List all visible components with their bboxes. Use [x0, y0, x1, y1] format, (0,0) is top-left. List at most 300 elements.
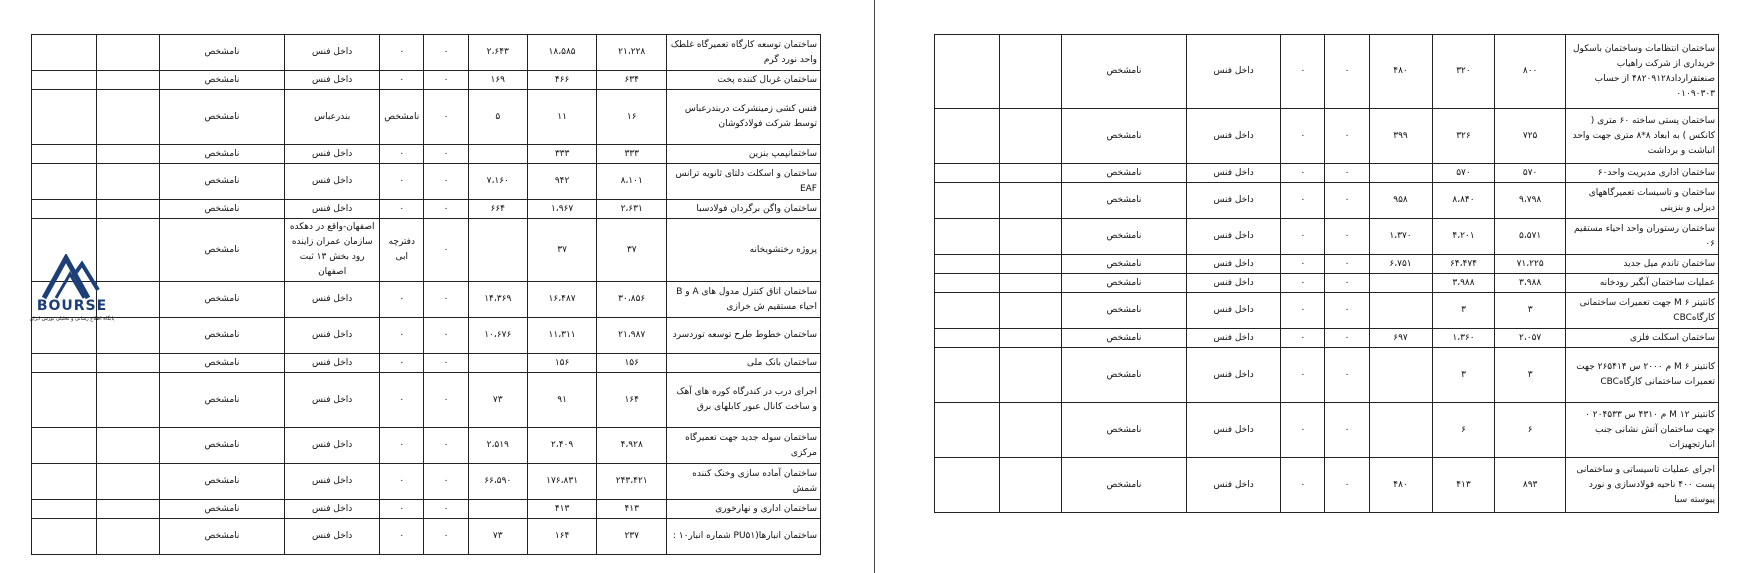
table-cell: ۹۱: [527, 373, 597, 428]
table-cell: ۰: [1325, 219, 1369, 255]
table-cell: [97, 35, 159, 71]
table-cell: ۰: [1325, 293, 1369, 329]
table-cell: ۲۳۷: [597, 519, 667, 555]
table-cell: ۷۳: [468, 373, 527, 428]
table-cell: [1000, 348, 1062, 403]
table-cell: ۱۶: [597, 90, 667, 145]
table-cell: داخل فنس: [1186, 183, 1280, 219]
table-cell: ۱۶۹: [468, 71, 527, 90]
table-cell: نامشخص: [159, 464, 285, 500]
table-cell: نامشخص: [1062, 403, 1187, 458]
table-row: [32, 90, 821, 145]
table-cell: ۵: [468, 90, 527, 145]
table-cell: [1369, 403, 1432, 458]
table-cell: ۰: [380, 500, 424, 519]
table-cell: نامشخص: [159, 90, 285, 145]
table-cell: [32, 464, 97, 500]
table-cell: ۸،۸۴۰: [1432, 183, 1495, 219]
asset-description-cell: ساختمان اداری و نهارخوری: [667, 500, 821, 519]
table-cell: ۱۶۴: [527, 519, 597, 555]
table-cell: داخل فنس: [1186, 293, 1280, 329]
table-cell: [97, 500, 159, 519]
table-cell: داخل فنس: [285, 373, 380, 428]
table-cell: ۰: [380, 200, 424, 219]
table-cell: نامشخص: [1062, 274, 1187, 293]
table-cell: نامشخص: [159, 200, 285, 219]
table-cell: [1000, 329, 1062, 348]
table-cell: [935, 329, 1000, 348]
table-cell: ۳: [1495, 293, 1565, 329]
table-cell: داخل فنس: [285, 282, 380, 318]
table-cell: ۳۲۰: [1432, 35, 1495, 109]
asset-description-cell: ساختمان اتاق کنترل مدول های A و B احیاء مستقیم ش خرازی: [667, 282, 821, 318]
asset-description-cell: ساختمان بانک ملی: [667, 354, 821, 373]
table-cell: ۰: [1281, 35, 1325, 109]
table-cell: ۱۶،۴۸۷: [527, 282, 597, 318]
table-row: [935, 164, 1719, 183]
table-cell: [1000, 183, 1062, 219]
table-cell: ۰: [380, 71, 424, 90]
table-cell: داخل فنس: [285, 200, 380, 219]
asset-description-cell: ساختمان پستی ساخته ۶۰ متری ( کانکس ) به ابعاد ۸*۸ متری جهت واحد انباشت و برداشت: [1565, 109, 1718, 164]
table-row: [32, 282, 821, 318]
table-cell: ۳۰،۸۵۶: [597, 282, 667, 318]
table-cell: داخل فنس: [1186, 458, 1280, 513]
table-cell: ۰: [1325, 164, 1369, 183]
table-cell: [97, 354, 159, 373]
table-cell: ۷،۱۶۰: [468, 164, 527, 200]
table-cell: ۸،۱۰۱: [597, 164, 667, 200]
table-cell: داخل فنس: [285, 164, 380, 200]
table-cell: ۴۱۳: [1432, 458, 1495, 513]
table-cell: ۴۸۰: [1369, 458, 1432, 513]
table-cell: [935, 183, 1000, 219]
table-cell: ۶۳۴: [597, 71, 667, 90]
table-cell: ۴،۲۰۱: [1432, 219, 1495, 255]
table-row: [32, 464, 821, 500]
table-row: [935, 183, 1719, 219]
table-cell: ۳۳۳: [597, 145, 667, 164]
asset-description-cell: ساختمان خطوط طرح توسعه توردسرد: [667, 318, 821, 354]
table-cell: ۰: [1281, 403, 1325, 458]
table-cell: ۱۵۶: [527, 354, 597, 373]
table-cell: [97, 164, 159, 200]
table-row: [32, 519, 821, 555]
asset-description-cell: اجرای عملیات تاسیساتی و ساختمانی پست ۴۰۰ ناحیه فولادسازی و نورد پیوسته سبا: [1565, 458, 1718, 513]
table-cell: ۰: [1325, 348, 1369, 403]
table-cell: ۶: [1495, 403, 1565, 458]
table-cell: ۱۷۶،۸۳۱: [527, 464, 597, 500]
table-cell: ۰: [1281, 183, 1325, 219]
table-cell: نامشخص: [1062, 219, 1187, 255]
table-cell: ۰: [380, 373, 424, 428]
table-cell: ۱۱: [527, 90, 597, 145]
table-cell: [32, 519, 97, 555]
table-cell: ۰: [424, 145, 468, 164]
table-row: [32, 164, 821, 200]
table-cell: داخل فنس: [285, 428, 380, 464]
table-cell: ۱۰،۶۷۶: [468, 318, 527, 354]
table-cell: ۲،۴۰۹: [527, 428, 597, 464]
table-cell: [1369, 274, 1432, 293]
right-page: [934, 34, 1719, 513]
table-cell: [1000, 164, 1062, 183]
asset-description-cell: ساختمان سوله جدید جهت تعمیرگاه مرکزی: [667, 428, 821, 464]
table-row: [32, 71, 821, 90]
table-row: [32, 500, 821, 519]
bourse-logo: [28, 254, 116, 324]
table-cell: ۰: [1325, 255, 1369, 274]
table-cell: ۰: [424, 373, 468, 428]
table-cell: [32, 71, 97, 90]
table-cell: ۲۱،۹۸۷: [597, 318, 667, 354]
table-cell: [1000, 35, 1062, 109]
table-cell: اصفهان-واقع در دهکده سازمان عمران زاینده رود بخش ۱۳ ثبت اصفهان: [285, 219, 380, 282]
table-cell: [1000, 403, 1062, 458]
table-cell: ۰: [1281, 219, 1325, 255]
right-asset-table: [934, 34, 1719, 513]
table-cell: نامشخص: [1062, 109, 1187, 164]
table-cell: داخل فنس: [285, 354, 380, 373]
table-cell: بندرعباس: [285, 90, 380, 145]
table-cell: ۳۹۹: [1369, 109, 1432, 164]
table-cell: نامشخص: [380, 90, 424, 145]
table-cell: ۰: [1325, 183, 1369, 219]
table-cell: ۷۱،۲۲۵: [1495, 255, 1565, 274]
table-cell: ۰: [1281, 329, 1325, 348]
table-row: [935, 274, 1719, 293]
table-cell: ۶: [1432, 403, 1495, 458]
table-cell: [935, 219, 1000, 255]
table-cell: ۰: [1325, 403, 1369, 458]
asset-description-cell: ساختمان انتظامات وساختمان باسکول خریداری از شرکت راهیاب صنعتقرارداد۴۸۲۰۹۱۲۸ از حساب ۰۱۰۹۰۳۰۳: [1565, 35, 1718, 109]
table-cell: نامشخص: [1062, 164, 1187, 183]
table-cell: ۷۲۵: [1495, 109, 1565, 164]
table-cell: ۳: [1495, 348, 1565, 403]
table-row: [935, 219, 1719, 255]
table-cell: ۱۸،۵۸۵: [527, 35, 597, 71]
table-cell: ۰: [380, 354, 424, 373]
table-cell: ۱،۹۶۷: [527, 200, 597, 219]
table-cell: دفترچه ابی: [380, 219, 424, 282]
asset-description-cell: کانتینر ۶ M م ۲۰۰۰ س ۲۶۵۴۱۴ جهت تعمیرات ساختمانی کارگاهCBC: [1565, 348, 1718, 403]
table-cell: ۰: [424, 71, 468, 90]
asset-description-cell: عملیات ساختمان آبگیر رودخانه: [1565, 274, 1718, 293]
logo-tagline: پایگاه اطلاع رسانی و تحلیلی بورس ایران: [29, 316, 115, 322]
table-cell: [468, 354, 527, 373]
asset-description-cell: ساختمان توسعه کارگاه تعمیرگاه غلطک واحد نورد گرم: [667, 35, 821, 71]
table-cell: ۰: [380, 145, 424, 164]
table-cell: نامشخص: [159, 500, 285, 519]
table-cell: نامشخص: [159, 219, 285, 282]
table-cell: داخل فنس: [1186, 255, 1280, 274]
table-cell: ۳: [1432, 348, 1495, 403]
table-cell: ۲،۵۱۹: [468, 428, 527, 464]
table-cell: ۰: [1281, 255, 1325, 274]
table-cell: ۰: [1281, 348, 1325, 403]
table-cell: نامشخص: [159, 35, 285, 71]
table-cell: ۱،۳۶۰: [1432, 329, 1495, 348]
asset-description-cell: ساختمان اداری مدیریت واحد۶۰: [1565, 164, 1718, 183]
asset-description-cell: ساختمان غربال کننده پخت: [667, 71, 821, 90]
table-cell: ۹۵۸: [1369, 183, 1432, 219]
table-cell: داخل فنس: [1186, 164, 1280, 183]
table-cell: ۰: [424, 318, 468, 354]
table-cell: [32, 200, 97, 219]
table-cell: [935, 109, 1000, 164]
table-cell: [468, 145, 527, 164]
table-cell: داخل فنس: [1186, 219, 1280, 255]
table-cell: ۶۶۴: [468, 200, 527, 219]
table-row: [32, 35, 821, 71]
table-cell: ۰: [424, 354, 468, 373]
table-cell: نامشخص: [1062, 348, 1187, 403]
table-cell: [935, 164, 1000, 183]
table-row: [32, 318, 821, 354]
table-cell: ۳: [1432, 293, 1495, 329]
table-cell: ۶،۷۵۱: [1369, 255, 1432, 274]
table-cell: [935, 348, 1000, 403]
table-cell: نامشخص: [159, 145, 285, 164]
table-cell: ۴۸۰: [1369, 35, 1432, 109]
table-cell: [32, 35, 97, 71]
table-cell: ۰: [424, 219, 468, 282]
table-cell: نامشخص: [159, 519, 285, 555]
table-cell: ۳،۹۸۸: [1495, 274, 1565, 293]
asset-description-cell: فنس کشی زمینشرکت دربندرعباس توسط شرکت فولادکوشان: [667, 90, 821, 145]
table-cell: ۰: [424, 164, 468, 200]
table-cell: ۱۱،۳۱۱: [527, 318, 597, 354]
table-cell: ۰: [424, 200, 468, 219]
table-cell: [1000, 293, 1062, 329]
table-cell: ۰: [380, 428, 424, 464]
table-cell: داخل فنس: [285, 145, 380, 164]
table-cell: ۵،۵۷۱: [1495, 219, 1565, 255]
left-asset-table: [31, 34, 821, 555]
logo-mark-icon: [42, 254, 102, 300]
table-cell: نامشخص: [159, 373, 285, 428]
table-cell: [468, 219, 527, 282]
table-cell: ۵۷۰: [1432, 164, 1495, 183]
table-cell: [97, 200, 159, 219]
table-cell: داخل فنس: [1186, 35, 1280, 109]
table-cell: ۰: [1281, 109, 1325, 164]
table-cell: ۲،۶۴۳: [468, 35, 527, 71]
table-row: [32, 354, 821, 373]
table-cell: ۰: [380, 164, 424, 200]
table-cell: نامشخص: [159, 354, 285, 373]
asset-description-cell: ساختمان انبارها(PU۵۱ شماره انبار۱۰ :: [667, 519, 821, 555]
table-cell: نامشخص: [159, 282, 285, 318]
table-cell: ۰: [1281, 274, 1325, 293]
table-cell: [1369, 348, 1432, 403]
table-cell: [935, 403, 1000, 458]
table-cell: ۷۳: [468, 519, 527, 555]
table-cell: ۰: [1325, 274, 1369, 293]
table-cell: ۸۹۳: [1495, 458, 1565, 513]
table-cell: ۴۶۶: [527, 71, 597, 90]
table-cell: ۲۴۳،۴۲۱: [597, 464, 667, 500]
table-cell: ۴۱۳: [527, 500, 597, 519]
table-row: [935, 348, 1719, 403]
table-cell: ۳۷: [527, 219, 597, 282]
table-row: [935, 255, 1719, 274]
table-cell: داخل فنس: [285, 519, 380, 555]
table-cell: ۰: [424, 464, 468, 500]
table-cell: ۰: [424, 500, 468, 519]
table-cell: داخل فنس: [285, 318, 380, 354]
left-page: [31, 34, 821, 555]
table-cell: [32, 354, 97, 373]
table-cell: نامشخص: [1062, 183, 1187, 219]
table-cell: داخل فنس: [1186, 329, 1280, 348]
table-cell: [32, 164, 97, 200]
table-cell: ۶۶،۵۹۰: [468, 464, 527, 500]
table-cell: [97, 145, 159, 164]
table-cell: داخل فنس: [285, 35, 380, 71]
table-cell: [97, 428, 159, 464]
table-cell: ۶۹۷: [1369, 329, 1432, 348]
table-cell: [1369, 164, 1432, 183]
page-divider: [874, 0, 875, 573]
table-cell: [1000, 219, 1062, 255]
asset-description-cell: ساختمان آماده سازی وخنک کننده شمش: [667, 464, 821, 500]
asset-description-cell: ساختمانپمپ بنزین: [667, 145, 821, 164]
table-cell: ۰: [380, 519, 424, 555]
asset-description-cell: ساختمان تاندم میل جدید: [1565, 255, 1718, 274]
table-cell: نامشخص: [159, 164, 285, 200]
table-cell: [32, 428, 97, 464]
table-cell: ۲۱،۲۲۸: [597, 35, 667, 71]
table-cell: ۶۴،۴۷۴: [1432, 255, 1495, 274]
table-row: [935, 35, 1719, 109]
table-cell: نامشخص: [159, 428, 285, 464]
table-cell: ۱۶۴: [597, 373, 667, 428]
table-row: [32, 219, 821, 282]
table-cell: ۰: [1325, 109, 1369, 164]
table-cell: ۲،۰۵۷: [1495, 329, 1565, 348]
asset-description-cell: ساختمان و تاسیسات تعمیرگاههای دیزلی و بنزینی: [1565, 183, 1718, 219]
table-cell: ۹۴۲: [527, 164, 597, 200]
table-cell: [1000, 255, 1062, 274]
table-cell: ۱۵۶: [597, 354, 667, 373]
table-cell: ۰: [1281, 164, 1325, 183]
table-cell: ۰: [424, 519, 468, 555]
table-cell: [32, 145, 97, 164]
table-cell: [1000, 458, 1062, 513]
asset-description-cell: ساختمان رستوران واحد احیاء مستقیم ۰۶: [1565, 219, 1718, 255]
table-cell: [32, 500, 97, 519]
table-cell: ۰: [1281, 458, 1325, 513]
table-cell: ۰: [424, 282, 468, 318]
table-cell: داخل فنس: [1186, 274, 1280, 293]
table-cell: داخل فنس: [285, 71, 380, 90]
table-cell: ۰: [380, 464, 424, 500]
asset-description-cell: اجرای درب در کندرگاه کوره های آهک و ساخت کانال عبور کابلهای برق: [667, 373, 821, 428]
table-cell: [1000, 109, 1062, 164]
table-cell: داخل فنس: [285, 500, 380, 519]
table-cell: [1000, 274, 1062, 293]
table-cell: ۴۱۳: [597, 500, 667, 519]
table-cell: [97, 373, 159, 428]
table-cell: ۰: [380, 282, 424, 318]
table-cell: [97, 71, 159, 90]
table-cell: نامشخص: [159, 318, 285, 354]
table-cell: ۱،۳۷۰: [1369, 219, 1432, 255]
table-cell: [32, 373, 97, 428]
table-cell: نامشخص: [1062, 458, 1187, 513]
table-cell: ۴،۹۲۸: [597, 428, 667, 464]
table-cell: ۵۷۰: [1495, 164, 1565, 183]
table-row: [935, 293, 1719, 329]
table-cell: [935, 274, 1000, 293]
asset-description-cell: ساختمان اسکلت فلزی: [1565, 329, 1718, 348]
table-cell: داخل فنس: [1186, 348, 1280, 403]
table-cell: [468, 500, 527, 519]
table-cell: ۳۳۳: [527, 145, 597, 164]
table-cell: نامشخص: [1062, 329, 1187, 348]
table-cell: ۰: [424, 428, 468, 464]
table-cell: ۸۰۰: [1495, 35, 1565, 109]
table-cell: [935, 255, 1000, 274]
table-cell: ۰: [1325, 458, 1369, 513]
table-cell: ۰: [424, 90, 468, 145]
table-cell: ۹،۷۹۸: [1495, 183, 1565, 219]
table-cell: ۰: [380, 318, 424, 354]
table-row: [935, 109, 1719, 164]
table-cell: داخل فنس: [1186, 109, 1280, 164]
table-cell: [97, 90, 159, 145]
table-cell: نامشخص: [1062, 35, 1187, 109]
table-cell: [97, 464, 159, 500]
table-row: [32, 200, 821, 219]
table-cell: [935, 293, 1000, 329]
table-cell: [97, 519, 159, 555]
table-cell: داخل فنس: [285, 464, 380, 500]
table-cell: ۰: [1325, 329, 1369, 348]
asset-description-cell: کانتینر M ۶ جهت تعمیرات ساختمانی کارگاهCBC: [1565, 293, 1718, 329]
table-row: [935, 458, 1719, 513]
asset-description-cell: ساختمان واگن برگردان فولادسبا: [667, 200, 821, 219]
table-cell: [935, 35, 1000, 109]
logo-wordmark: BOURSE: [36, 298, 108, 314]
table-cell: ۰: [1281, 293, 1325, 329]
table-cell: ۰: [424, 35, 468, 71]
table-cell: ۰: [380, 35, 424, 71]
table-cell: نامشخص: [159, 71, 285, 90]
table-cell: نامشخص: [1062, 293, 1187, 329]
table-cell: ۳،۹۸۸: [1432, 274, 1495, 293]
asset-description-cell: پروژه رختشویخانه: [667, 219, 821, 282]
table-row: [935, 329, 1719, 348]
table-cell: ۲،۶۳۱: [597, 200, 667, 219]
table-cell: ۱۴،۳۶۹: [468, 282, 527, 318]
table-cell: [935, 458, 1000, 513]
table-row: [32, 145, 821, 164]
asset-description-cell: کانتینر ۱۲ M م ۴۳۱۰ س ۲۰۴۵۳۳ ۰ جهت ساختمان آتش نشانی جنب انبارتجهیزات: [1565, 403, 1718, 458]
table-row: [32, 428, 821, 464]
table-row: [935, 403, 1719, 458]
table-cell: ۳۷: [597, 219, 667, 282]
table-cell: [1369, 293, 1432, 329]
asset-description-cell: ساختمان و اسکلت دلتای ثانویه ترانس EAF: [667, 164, 821, 200]
table-cell: [32, 90, 97, 145]
table-cell: نامشخص: [1062, 255, 1187, 274]
table-cell: ۳۲۶: [1432, 109, 1495, 164]
table-cell: داخل فنس: [1186, 403, 1280, 458]
table-cell: ۰: [1325, 35, 1369, 109]
table-row: [32, 373, 821, 428]
